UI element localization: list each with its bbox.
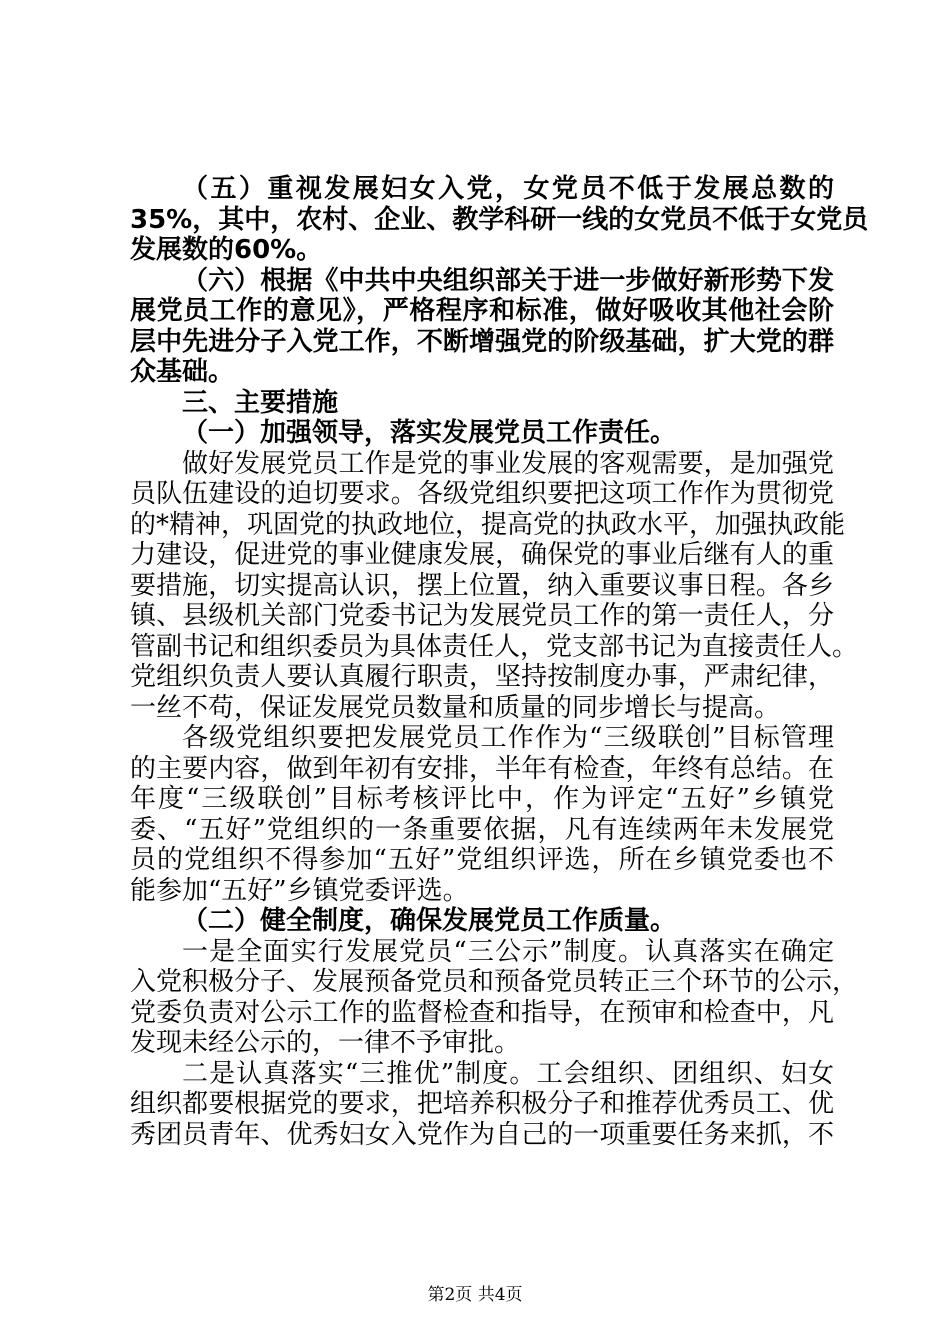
text-line: （一）加强领导，落实发展党员工作责任。 — [182, 418, 677, 448]
text-line: 二是认真落实“三推优”制度。工会组织、团组织、妇女 — [182, 1058, 834, 1089]
paragraph-h3-1 — [130, 418, 834, 449]
text-line: （五）重视发展妇女入党，女党员不低于发展总数的 — [182, 174, 834, 204]
paragraph-h3-2 — [130, 906, 834, 937]
text-line: 发现未经公示的，一律不予审批。 — [130, 1028, 521, 1058]
text-line: 能参加“五好”乡镇党委评选。 — [130, 875, 469, 906]
text-line: 发展数的60%。 — [130, 235, 323, 265]
text-line: 层中先进分子入党工作，不断增强党的阶级基础，扩大党的群 — [130, 326, 834, 357]
paragraph-p10 — [130, 1059, 834, 1151]
paragraph-p8 — [130, 723, 834, 906]
text-line: 力建设，促进党的事业健康发展，确保党的事业后继有人的重 — [130, 540, 834, 570]
paragraph-p6 — [130, 266, 834, 388]
paragraph-p9 — [130, 936, 859, 1059]
text-line: 的*精神，巩固党的执政地位，提高党的执政水平，加强执政能 — [130, 509, 846, 540]
text-line: 展党员工作的意见》，严格程序和标准，做好吸收其他社会阶 — [130, 296, 834, 326]
text-line: （二）健全制度，确保发展党员工作质量。 — [182, 906, 677, 936]
paragraph-p5 — [130, 174, 869, 266]
paragraph-p7 — [130, 448, 859, 724]
text-line: （六）根据《中共中央组织部关于进一步做好新形势下发 — [182, 265, 834, 296]
paragraph-h3 — [130, 388, 834, 419]
text-line: 镇、县级机关部门党委书记为发展党员工作的第一责任人，分 — [130, 601, 834, 631]
text-line: 众基础。 — [130, 357, 235, 387]
text-line: 党委负责对公示工作的监督检查和指导，在预审和检查中，凡 — [130, 997, 834, 1028]
text-line: 秀团员青年、优秀妇女入党作为自己的一项重要任务来抓，不 — [130, 1119, 834, 1150]
text-line: 各级党组织要把发展党员工作作为“三级联创”目标管理 — [182, 723, 834, 753]
text-line: 委、“五好”党组织的一条重要依据，凡有连续两年未发展党 — [130, 814, 834, 845]
text-line: 员队伍建设的迫切要求。各级党组织要把这项工作作为贯彻党 — [130, 479, 834, 509]
text-line: 三、主要措施 — [182, 387, 339, 418]
text-line: 做好发展党员工作是党的事业发展的客观需要，是加强党 — [182, 448, 834, 479]
document-body — [130, 174, 869, 1150]
text-line: 员的党组织不得参加“五好”党组织评选，所在乡镇党委也不 — [130, 845, 834, 875]
page-footer: 第2页 共4页 — [427, 1285, 523, 1305]
text-line: 35%，其中，农村、企业、教学科研一线的女党员不低于女党员 — [130, 204, 869, 235]
text-line: 管副书记和组织委员为具体责任人，党支部书记为直接责任人。 — [130, 631, 859, 662]
text-line: 要措施，切实提高认识，摆上位置，纳入重要议事日程。各乡 — [130, 570, 834, 601]
text-line: 一丝不苟，保证发展党员数量和质量的同步增长与提高。 — [130, 692, 781, 723]
text-line: 的主要内容，做到年初有安排，半年有检查，年终有总结。在 — [130, 753, 834, 784]
text-line: 组织都要根据党的要求，把培养积极分子和推荐优秀员工、优 — [130, 1089, 834, 1119]
text-line: 党组织负责人要认真履行职责，坚持按制度办事，严肃纪律， — [130, 662, 834, 692]
text-line: 年度“三级联创”目标考核评比中，作为评定“五好”乡镇党 — [130, 784, 834, 814]
text-line: 入党积极分子、发展预备党员和预备党员转正三个环节的公示， — [130, 967, 859, 997]
text-line: 一是全面实行发展党员“三公示”制度。认真落实在确定 — [182, 936, 834, 967]
